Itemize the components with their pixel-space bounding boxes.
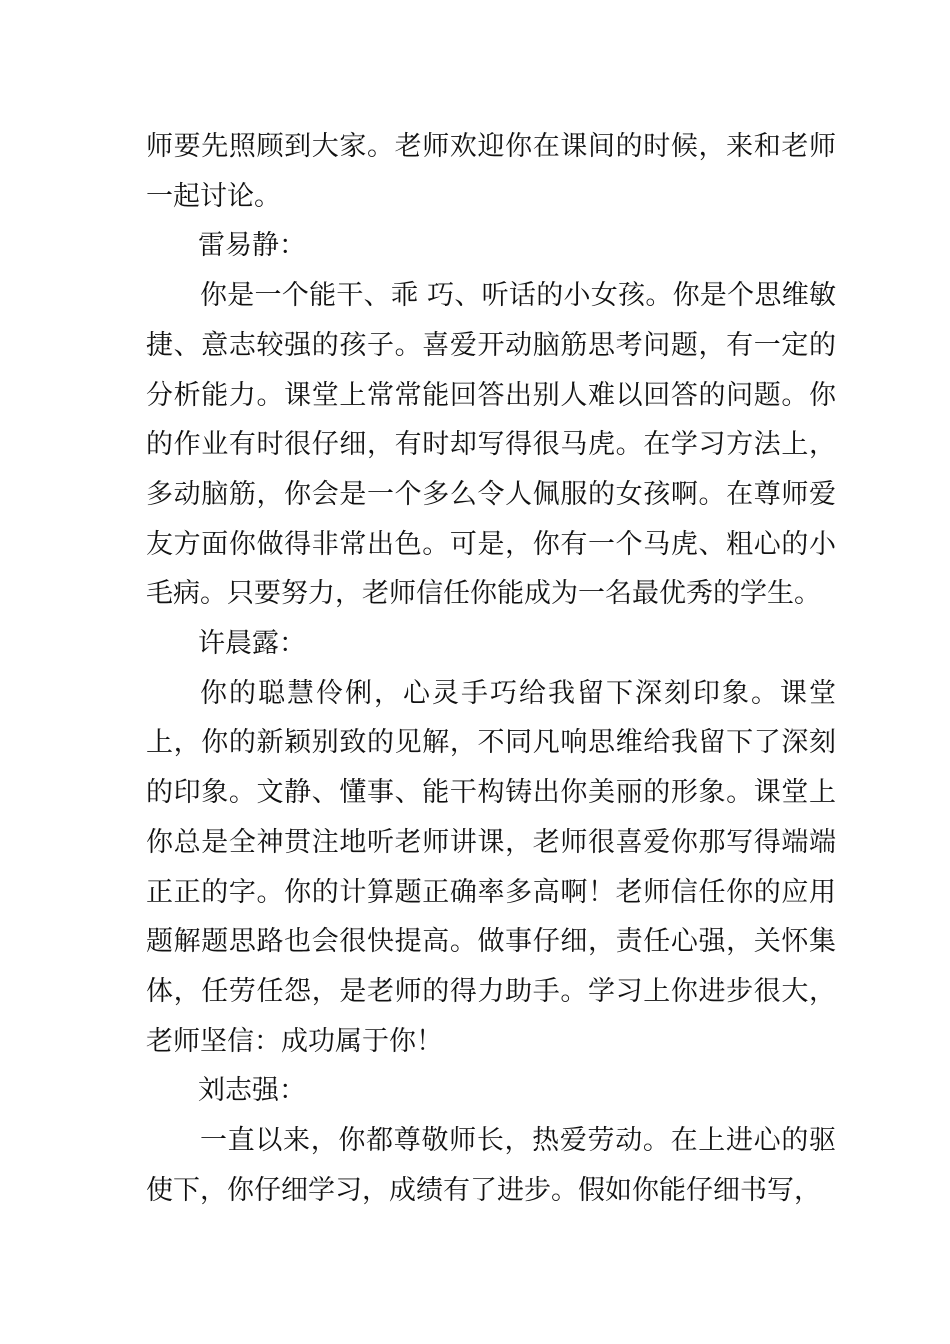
student-name-xu-chenlu: 许晨露： [198,628,306,660]
comment-xu-chenlu: 你的聪慧伶俐，心灵手巧给我留下深刻印象。课堂上，你的新颖别致的见解，不同凡响思维给我留下了深刻的印象。文静、懂事、能干构铸出你美丽的形象。课堂上你总是全神贯注地听老师讲课，老师很喜爱你那写得端端正正的字。你的计算题正确率多高啊！老师信任你的应用题解题思路也会很快提高。做事仔细，责任心强，关怀集体，任劳任怨，是老师的得力助手。学习上你进步很大，老师坚信：成功属于你！ [146,677,836,1057]
document-body [146,122,836,1215]
student-name-lei-yijing: 雷易静： [198,230,306,262]
comment-liu-zhiqiang: 一直以来，你都尊敬师长，热爱劳动。在上进心的驱使下，你仔细学习，成绩有了进步。假如你能仔细书写， [146,1125,836,1206]
comment-lei-yijing: 你是一个能干、乖 巧、听话的小女孩。你是个思维敏捷、意志较强的孩子。喜爱开动脑筋思考问题，有一定的分析能力。课堂上常常能回答出别人难以回答的问题。你的作业有时很仔细，有时却写得很马虎。在学习方法上，多动脑筋，你会是一个多么令人佩服的女孩啊。在尊师爱友方面你做得非常出色。可是，你有一个马虎、粗心的小毛病。只要努力，老师信任你能成为一名最优秀的学生。 [146,280,836,610]
paragraph-continuation: 师要先照顾到大家。老师欢迎你在课间的时候，来和老师一起讨论。 [146,131,836,212]
student-name-liu-zhiqiang: 刘志强： [198,1075,306,1107]
